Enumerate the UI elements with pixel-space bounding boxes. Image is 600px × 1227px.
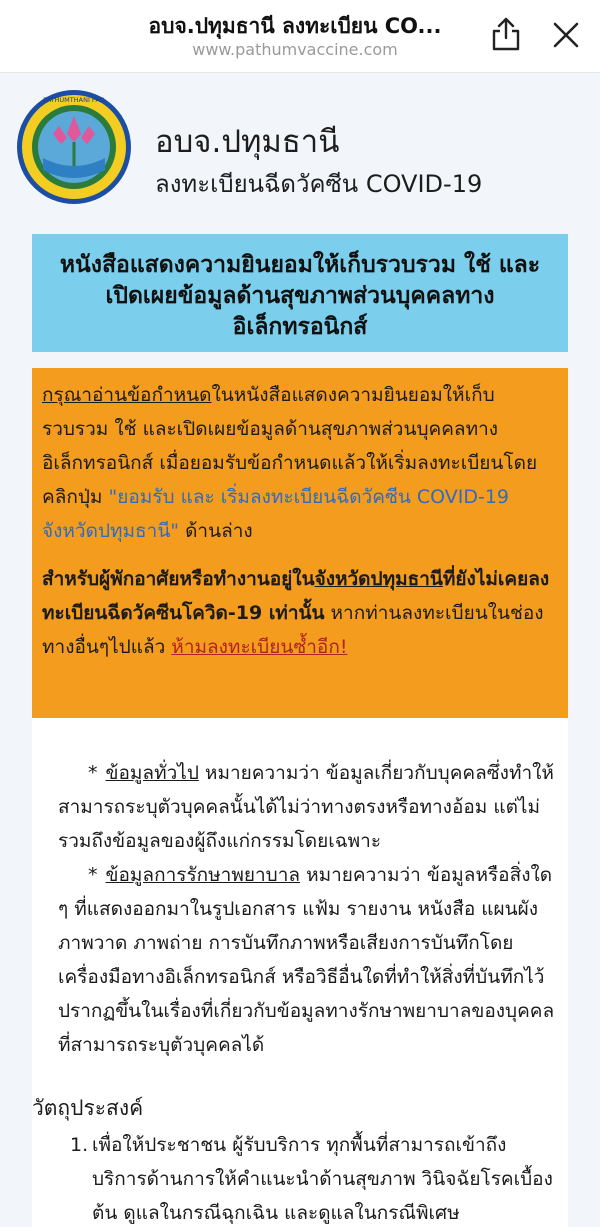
definition-text: หมายความว่า ข้อมูลเกี่ยวกับบุคคลซึ่งทำให้สามารถระบุตัวบุคคลนั้นได้ไม่ว่าทางตรงหรือทางอ้อม แต่ไม่รวมถึงข้อมูลของผู้ถึงแก่กรรมโดยเฉพาะ [58,762,554,852]
list-number: 1. [70,1134,89,1156]
duplicate-warning: ห้ามลงทะเบียนซ้ำอีก! [171,636,348,658]
consent-title: หนังสือแสดงความยินยอมให้เก็บรวบรวม ใช้ และเปิดเผยข้อมูลด้านสุขภาพส่วนบุคคลทางอิเล็กทรอนิกส์ [32,234,568,352]
close-icon[interactable] [549,18,583,52]
org-name: อบจ.ปทุมธานี [155,124,340,160]
list-item [70,1128,560,1227]
notice-tail: ด้านล่าง [179,520,253,542]
page-content[interactable] [0,72,600,1227]
notice-box [32,368,568,718]
read-terms-link[interactable]: กรุณาอ่านข้อกำหนด [42,384,212,406]
eligibility-text-2: ที่ยังไม่เคยลงทะเบียนฉีดวัคซีนโควิด-19 เท่านั้น [42,568,550,624]
eligibility-text: สำหรับผู้พักอาศัยหรือทำงานอยู่ใน [42,568,315,590]
purpose-list [70,1128,560,1227]
org-subtitle: ลงทะเบียนฉีดวัคซีน COVID-19 [155,170,483,198]
share-icon[interactable] [490,16,522,52]
provincial-seal-logo [15,88,133,206]
eligibility-note: หากท่านลงทะเบียนในช่องทางอื่นๆไปแล้ว [42,602,544,658]
bullet-star: * [88,864,98,886]
svg-text:PATHUMTHANI PAO: PATHUMTHANI PAO [43,96,105,104]
notice-paragraph-2 [42,562,560,664]
definition-item [58,756,562,858]
definition-term: ข้อมูลการรักษาพยาบาล [105,864,301,886]
province-name: จังหวัดปทุมธานี [314,568,443,590]
bullet-star: * [88,762,98,784]
browser-toolbar [0,0,600,73]
purpose-heading: วัตถุประสงค์ [32,1096,144,1120]
definition-term: ข้อมูลทั่วไป [105,762,199,784]
notice-paragraph-1 [42,378,560,548]
notice-text: ในหนังสือแสดงความยินยอมให้เก็บรวบรวม ใช้ และเปิดเผยข้อมูลด้านสุขภาพส่วนบุคคลทางอิเล็กทรอนิกส์ เมื่อยอมรับข้อกำหนดแล้วให้เริ่มลงทะเบียนโดย คลิกปุ่ม [42,384,538,508]
list-text: เพื่อให้ประชาชน ผู้รับบริการ ทุกพื้นที่สามารถเข้าถึงบริการด้านการให้คำแนะนำด้านสุขภาพ วินิจฉัยโรคเบื้องต้น ดูแลในกรณีฉุกเฉิน และดูแลในกรณีพิเศษ [92,1134,553,1224]
definition-text: หมายความว่า ข้อมูลหรือสิ่งใด ๆ ที่แสดงออกมาในรูปเอกสาร แฟ้ม รายงาน หนังสือ แผนผัง ภาพวาด ภาพถ่าย การบันทึกภาพหรือเสียงการบันทึกโดยเครื่องมือทางอิเล็กทรอนิกส์ หรือวิธีอื่นใดที่ทำให้สิ่งที่บันทึกไว้ปรากฏขึ้นในเรื่องที่เกี่ยวกับข้อมูลทางรักษาพยาบาลของบุคคลที่สามารถระบุตัวบุคคลได้ [58,864,555,1056]
definition-item [58,858,562,1062]
page-url[interactable]: www.pathumvaccine.com [192,40,398,59]
page-title: อบจ.ปทุมธานี ลงทะเบียน CO... [148,14,442,38]
accept-button-reference: "ยอมรับ และ เริ่มลงทะเบียนฉีดวัคซีน COVID-19 จังหวัดปทุมธานี" [42,486,510,542]
